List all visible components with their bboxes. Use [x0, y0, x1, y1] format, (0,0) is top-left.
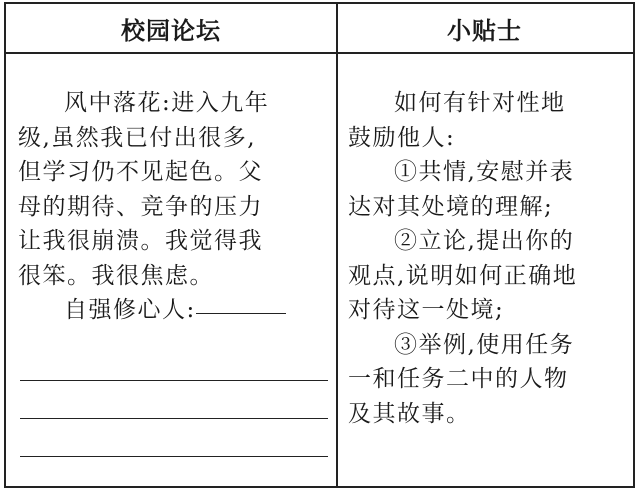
tip-line: 及其故事。 — [348, 400, 471, 427]
tip-line: 如何有针对性地 — [394, 90, 566, 116]
forum-post — [18, 86, 330, 328]
column-divider — [336, 4, 338, 486]
tip-line: 达对其处境的理解; — [348, 193, 554, 220]
tip-line: 观点,说明如何正确地 — [348, 262, 578, 289]
forum-table — [4, 2, 635, 488]
tip-line: ②立论,提出你的 — [394, 228, 575, 254]
tip-line: ①共情,安慰并表 — [394, 159, 575, 185]
answer-line[interactable] — [20, 418, 328, 419]
post-line: 风中落花:进入九年 — [64, 90, 270, 116]
post-line: 母的期待、竞争的压力 — [18, 193, 263, 220]
reply-row — [18, 293, 330, 328]
post-line: 但学习仍不见起色。父 — [18, 159, 263, 185]
post-line: 很笨。我很焦虑。 — [18, 262, 214, 289]
tips-content — [348, 86, 632, 431]
tips-header — [336, 4, 633, 54]
tip-line: 对待这一处境; — [348, 297, 505, 323]
reply-label: 自强修心人: — [64, 297, 196, 323]
post-line: 让我很崩溃。我觉得我 — [18, 228, 263, 254]
tip-line: 鼓励他人: — [348, 124, 456, 151]
tip-line: 一和任务二中的人物 — [348, 366, 569, 392]
answer-line[interactable] — [20, 456, 328, 457]
tip-line: ③举例,使用任务 — [394, 331, 575, 358]
tips-title: 小贴士 — [447, 16, 522, 45]
campus-forum-title: 校园论坛 — [121, 16, 221, 45]
reply-blank[interactable] — [196, 312, 286, 314]
post-line: 级,虽然我已付出很多, — [18, 124, 257, 151]
campus-forum-header — [6, 4, 336, 54]
answer-line[interactable] — [20, 380, 328, 381]
